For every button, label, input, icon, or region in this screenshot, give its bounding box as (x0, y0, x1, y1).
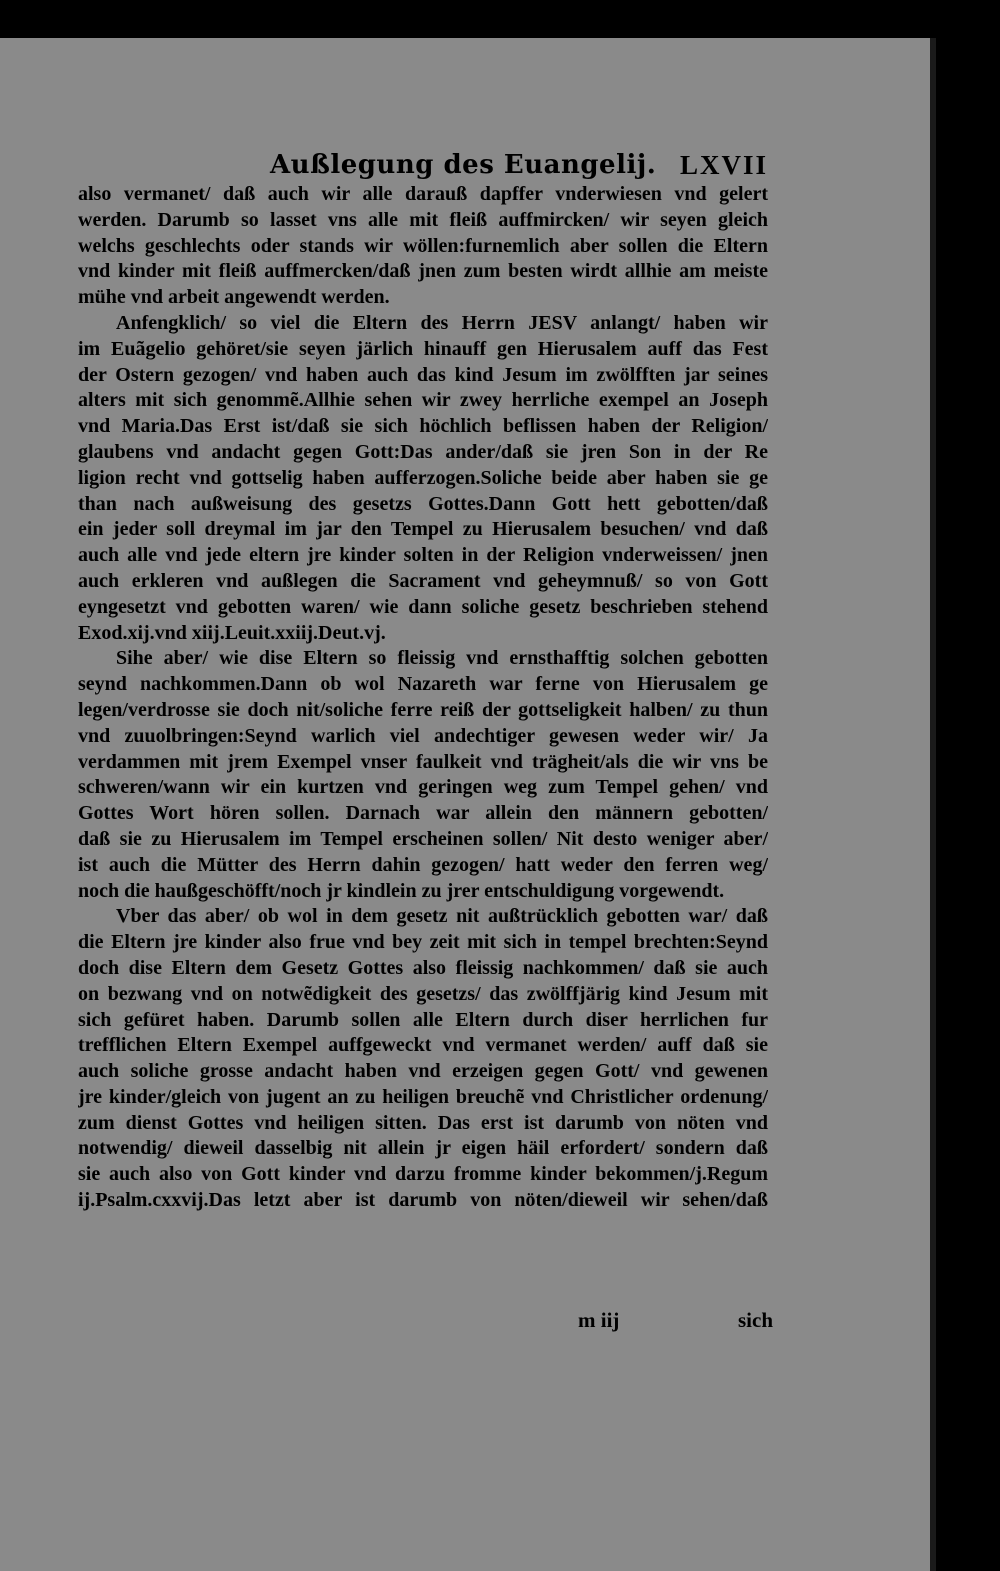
text-line: doch dise Eltern dem Gesetz Gottes also fleissig nachkommen/ daß sie auch (78, 956, 768, 979)
text-line: Anfengklich/ so viel die Eltern des Herrn JESV anlangt/ haben wir (116, 311, 768, 334)
text-line: seynd nachkommen.Dann ob wol Nazareth war ferne von Hierusalem ge (78, 673, 768, 696)
main-text (78, 182, 778, 1214)
signature-mark: m iij (578, 1308, 620, 1332)
text-line: werden. Darumb so lasset vns alle mit fleiß auffmircken/ wir seyen gleich (78, 208, 768, 231)
text-line: verdammen mit jrem Exempel vnser faulkeit vnd trägheit/als die wir vns be (78, 750, 768, 773)
text-line: vnd Maria.Das Erst ist/daß sie sich höchlich beflissen haben der Religion/ (78, 415, 768, 438)
text-line: notwendig/ dieweil dasselbig nit allein jr eigen häil erfordert/ sondern daß (78, 1137, 768, 1160)
text-line: on bezwang vnd on notwẽdigkeit des gesetzs/ das zwölffjärig kind Jesum mit (78, 982, 768, 1005)
text-line: der Ostern gezogen/ vnd haben auch das kind Jesum im zwölfften jar seines (78, 363, 768, 386)
text-line: auch alle vnd jede eltern jre kinder solten in der Religion vnderweissen/ jnen (78, 544, 768, 567)
text-line: die Eltern jre kinder also frue vnd bey zeit mit sich in tempel brechten:Seynd (78, 931, 768, 954)
text-line: zum dienst Gottes vnd heiligen sitten. Das erst ist darumb von nöten vnd (78, 1111, 768, 1134)
text-line: alters mit sich genommẽ.Allhie sehen wir zwey herrliche exempel an Joseph (78, 389, 768, 412)
text-line: ist auch die Mütter des Herrn dahin gezogen/ hatt weder den ferren weg/ (78, 853, 768, 876)
text-line: schweren/wann wir ein kurtzen vnd geringen weg zum Tempel gehen/ vnd (78, 776, 768, 799)
text-line: vnd zuuolbringen:Seynd warlich viel andechtiger gewesen weder wir/ Ja (78, 724, 768, 747)
text-line: welchs geschlechts oder stands wir wöllen:furnemlich aber sollen die Eltern (78, 234, 768, 257)
text-line: vnd kinder mit fleiß auffmercken/daß jnen zum besten wirdt allhie am meiste (78, 260, 768, 283)
text-line: jre kinder/gleich von jugent an zu heiligen breuchẽ vnd Christlicher ordenung/ (78, 1085, 768, 1108)
text-line: auch soliche grosse andacht haben vnd erzeigen gegen Gott/ vnd gewenen (78, 1060, 768, 1083)
text-line: Gottes Wort hören sollen. Darnach war allein den männern gebotten/ (78, 802, 768, 825)
text-line: trefflichen Eltern Exempel auffgeweckt vnd vermanet werden/ auff daß sie (78, 1034, 768, 1057)
text-line: sich gefüret haben. Darumb sollen alle Eltern durch diser herrlichen fur (78, 1008, 768, 1031)
text-line: glaubens vnd andacht gegen Gott:Das ander/daß sie jren Son in der Re (78, 440, 768, 463)
text-line: eyngesetzt vnd gebotten waren/ wie dann soliche gesetz beschrieben stehend (78, 595, 768, 618)
text-line: ein jeder soll dreymal im jar den Tempel zu Hierusalem besuchen/ vnd daß (78, 518, 768, 541)
scan-top-edge (0, 0, 1000, 38)
text-line: mühe vnd arbeit angewendt werden. (78, 286, 390, 309)
catchword: sich (738, 1308, 774, 1332)
text-line: noch die haußgeschöfft/noch jr kindlein zu jrer entschuldigung vorgewendt. (78, 879, 725, 902)
running-title: Außlegung des Euangelij. (270, 150, 657, 180)
text-line: Exod.xij.vnd xiij.Leuit.xxiij.Deut.vj. (78, 621, 386, 644)
text-line: ligion recht vnd gottselig haben aufferzogen.Soliche beide aber haben sie ge (78, 466, 768, 489)
text-line: daß sie zu Hierusalem im Tempel erscheinen sollen/ Nit desto weniger aber/ (78, 827, 768, 850)
text-line: auch erkleren vnd außlegen die Sacrament vnd geheymnuß/ so von Gott (78, 569, 768, 592)
page-footer (0, 1308, 930, 1338)
scan-right-edge (930, 38, 1000, 1571)
text-line: im Euãgelio gehöret/sie seyen järlich hinauff gen Hierusalem auff das Fest (78, 337, 768, 360)
folio-number: LXVII (680, 150, 769, 180)
text-line: also vermanet/ daß auch wir alle darauß dapffer vnderwiesen vnd gelert (78, 183, 768, 205)
text-line: Vber das aber/ ob wol in dem gesetz nit außtrücklich gebotten war/ daß (116, 905, 768, 928)
text-line: legen/verdrosse sie doch nit/soliche ferre reiß der gottseligkeit halben/ zu thun (78, 698, 768, 721)
text-line: than nach außweisung des gesetzs Gottes.Dann Gott hett gebotten/daß (78, 492, 768, 515)
text-line: Sihe aber/ wie dise Eltern so fleissig vnd ernsthafftig solchen gebotten (116, 647, 768, 670)
text-line: sie auch also von Gott kinder vnd darzu fromme kinder bekommen/j.Regum (78, 1163, 768, 1186)
text-line: ij.Psalm.cxxvij.Das letzt aber ist darumb von nöten/dieweil wir sehen/daß (78, 1189, 768, 1212)
